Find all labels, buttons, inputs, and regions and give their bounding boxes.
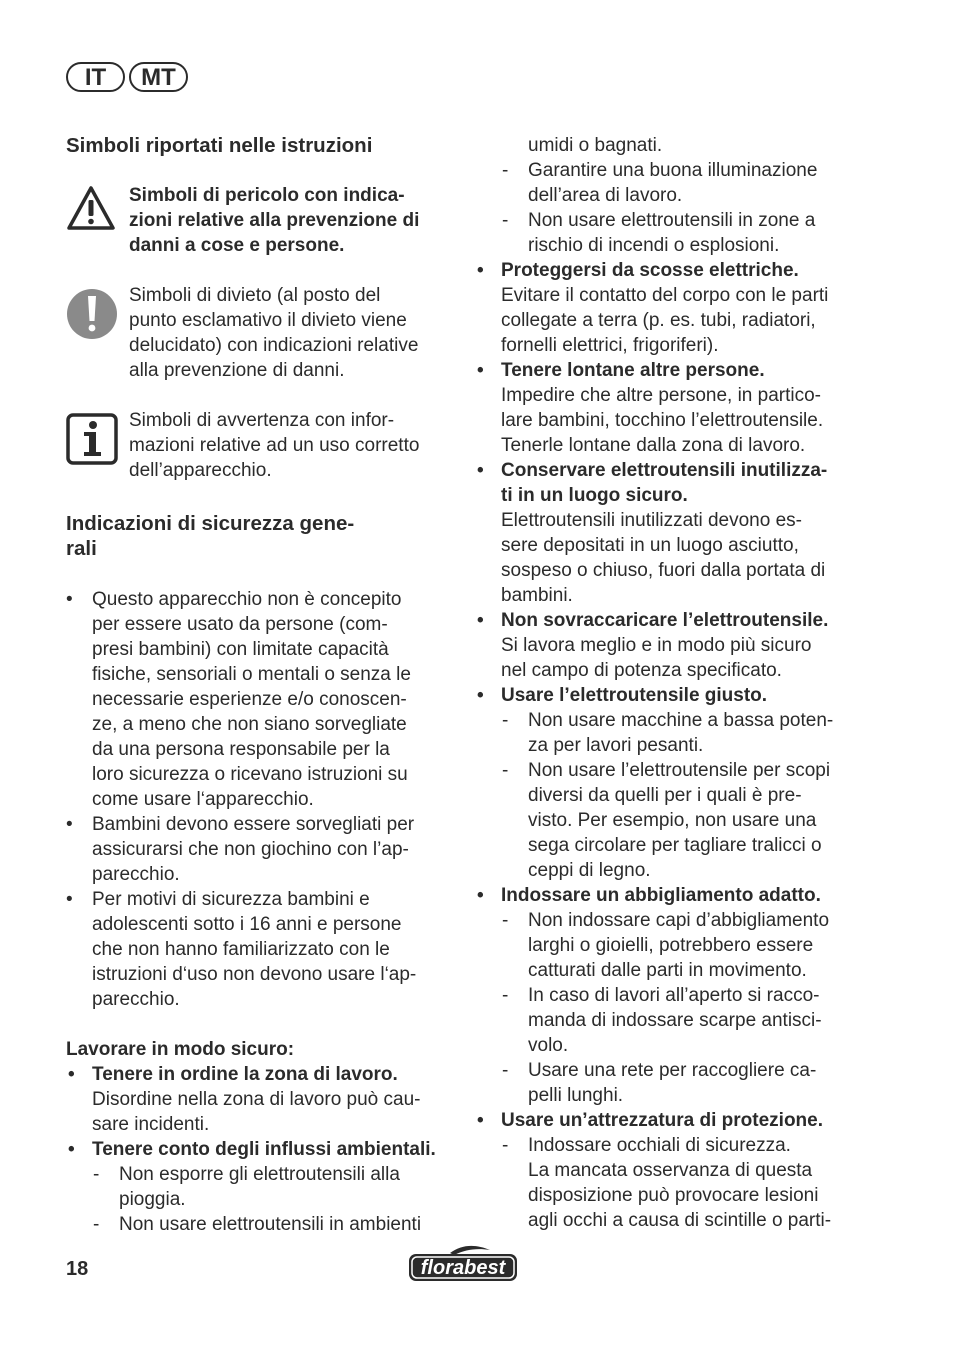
list-item-line: parecchio. <box>92 864 180 885</box>
list-item-line: istruzioni d‘uso non devono usare l‘ap- <box>92 964 417 985</box>
list-item-line: - Indossare occhiali di sicurezza. <box>528 1135 791 1156</box>
danger-text-line: zioni relative alla prevenzione di <box>129 210 420 231</box>
list-item-title: ti in un luogo sicuro. <box>501 485 688 506</box>
warning-triangle-icon <box>66 185 116 231</box>
list-item <box>475 683 865 708</box>
list-item-line: ceppi di legno. <box>528 860 651 881</box>
list-item-line: pioggia. <box>119 1189 186 1210</box>
list-item <box>66 587 451 812</box>
list-item <box>475 458 865 608</box>
list-item-line: Evitare il contatto del corpo con le parti <box>501 285 829 306</box>
list-item-line: parecchio. <box>92 989 180 1010</box>
continued-line: umidi o bagnati. <box>528 135 663 156</box>
list-item-title: • Conservare elettroutensili inutilizza- <box>501 460 828 481</box>
sub-list-item <box>475 758 865 883</box>
list-item-title: • Usare l’elettroutensile giusto. <box>501 685 768 706</box>
list-item-title: • Proteggersi da scosse elettriche. <box>501 260 799 281</box>
list-item-line: agli occhi a causa di scintille o parti- <box>528 1210 832 1231</box>
list-item-line: che non hanno familiarizzato con le <box>92 939 390 960</box>
sub-list-item <box>475 208 865 258</box>
list-item-line: Si lavora meglio e in modo più sicuro <box>501 635 812 656</box>
list-item-line: volo. <box>528 1035 569 1056</box>
list-item-line: • Questo apparecchio non è concepito <box>92 589 402 610</box>
list-item-line: larghi o gioielli, potrebbero essere <box>528 935 814 956</box>
sub-list-item <box>66 1162 451 1212</box>
sub-list-item <box>475 158 865 208</box>
info-text-line: Simboli di avvertenza con infor- <box>129 410 395 431</box>
list-item-title: • Tenere in ordine la zona di lavoro. <box>92 1064 398 1085</box>
list-item <box>475 883 865 908</box>
list-item-title: • Non sovraccaricare l’elettroutensile. <box>501 610 829 631</box>
list-item-title: • Indossare un abbigliamento adatto. <box>501 885 821 906</box>
list-item-line: lare bambini, tocchino l’elettroutensile. <box>501 410 824 431</box>
list-item-line: Elettroutensili inutilizzati devono es- <box>501 510 802 531</box>
lang-mt-label: MT <box>141 64 176 91</box>
list-item-line: - Non usare elettroutensili in zone a <box>528 210 816 231</box>
symbols-heading: Simboli riportati nelle istruzioni <box>66 134 373 157</box>
list-item-line: catturati dalle parti in movimento. <box>528 960 807 981</box>
info-icon <box>66 413 118 465</box>
list-item-line: assicurarsi che non giochino con l’ap- <box>92 839 409 860</box>
info-text-line: dell’apparecchio. <box>129 460 272 481</box>
list-item-line: La mancata osservanza di questa <box>528 1160 813 1181</box>
list-item-title: • Tenere lontane altre persone. <box>501 360 765 381</box>
list-item-line: manda di indossare scarpe antisci- <box>528 1010 822 1031</box>
heading-line: Indicazioni di sicurezza gene- <box>66 512 355 535</box>
list-item-line: diversi da quelli per i quali è pre- <box>528 785 802 806</box>
sub-list-item <box>475 1133 865 1233</box>
list-item <box>475 258 865 358</box>
list-item-line: presi bambini) con limitate capacità <box>92 639 389 660</box>
lang-badge-it <box>66 62 125 92</box>
danger-text-line: Simboli di pericolo con indica- <box>129 185 405 206</box>
list-item-line: - Non indossare capi d’abbigliamento <box>528 910 830 931</box>
sub-list-item <box>66 1212 451 1237</box>
list-item-line: sega circolare per tagliare tralicci o <box>528 835 822 856</box>
list-item <box>475 608 865 683</box>
list-item-line: - Garantire una buona illuminazione <box>528 160 818 181</box>
list-item-line: - Non usare macchine a bassa poten- <box>528 710 834 731</box>
list-item-line: come usare l‘apparecchio. <box>92 789 314 810</box>
list-item-line: visto. Per esempio, non usare una <box>528 810 817 831</box>
list-item-line: dell’area di lavoro. <box>528 185 683 206</box>
list-item-line: Tenerle lontane dalla zona di lavoro. <box>501 435 806 456</box>
list-item <box>66 812 451 887</box>
list-item-line: sere depositati in un luogo asciutto, <box>501 535 799 556</box>
page-number: 18 <box>66 1258 89 1280</box>
list-item-title: • Usare un’attrezzatura di protezione. <box>501 1110 824 1131</box>
list-item-line: ze, a meno che non siano sorvegliate <box>92 714 407 735</box>
heading-line: rali <box>66 537 97 560</box>
logo-text: florabest <box>420 1257 506 1279</box>
list-item-line: bambini. <box>501 585 573 606</box>
list-item <box>475 1108 865 1133</box>
danger-symbol-block <box>66 183 451 258</box>
general-safety-heading <box>66 511 451 561</box>
list-item-line: fisiche, sensoriali o mentali o senza le <box>92 664 411 685</box>
florabest-logo <box>406 1242 520 1284</box>
list-item-line: adolescenti sotto i 16 anni e persone <box>92 914 402 935</box>
list-item-line: Disordine nella zona di lavoro può cau- <box>92 1089 421 1110</box>
list-item-line: necessarie esperienze e/o conoscen- <box>92 689 407 710</box>
list-item-line: fornelli elettrici, frigoriferi). <box>501 335 719 356</box>
list-item-line: • Bambini devono essere sorvegliati per <box>92 814 415 835</box>
left-column <box>66 133 451 1237</box>
prohibition-symbol-block <box>66 283 451 383</box>
list-item-line: - Non usare elettroutensili in ambienti <box>119 1214 422 1235</box>
prohibition-text-line: delucidato) con indicazioni relative <box>129 335 419 356</box>
list-item-line: - Non usare l’elettroutensile per scopi <box>528 760 831 781</box>
list-item-line: Impedire che altre persone, in partico- <box>501 385 821 406</box>
list-item-line: - Non esporre gli elettroutensili alla <box>119 1164 400 1185</box>
prohibition-exclamation-icon <box>66 288 118 340</box>
list-item-line: per essere usato da persone (com- <box>92 614 388 635</box>
list-item <box>66 887 451 1012</box>
sub-list-item <box>475 708 865 758</box>
list-item <box>475 358 865 458</box>
list-item-line: disposizione può provocare lesioni <box>528 1185 819 1206</box>
list-item <box>66 1062 451 1137</box>
list-item-line: loro sicurezza o ricevano istruzioni su <box>92 764 408 785</box>
list-item-line: nel campo di potenza specificato. <box>501 660 782 681</box>
list-item-title: • Tenere conto degli influssi ambientali. <box>92 1139 436 1160</box>
info-symbol-block <box>66 408 451 483</box>
lang-badge-mt <box>129 62 188 92</box>
list-item-line: - In caso di lavori all’aperto si racco- <box>528 985 820 1006</box>
prohibition-text-line: alla prevenzione di danni. <box>129 360 345 381</box>
list-item-line: da una persona responsabile per la <box>92 739 390 760</box>
prohibition-text-line: Simboli di divieto (al posto del <box>129 285 381 306</box>
list-item-line: sospeso o chiuso, fuori dalla portata di <box>501 560 826 581</box>
right-column <box>475 133 865 1233</box>
prohibition-text-line: punto esclamativo il divieto viene <box>129 310 407 331</box>
list-item-line: pelli lunghi. <box>528 1085 624 1106</box>
danger-text-line: danni a cose e persone. <box>129 235 345 256</box>
list-item-line: - Usare una rete per raccogliere ca- <box>528 1060 817 1081</box>
lang-it-label: IT <box>84 64 107 91</box>
list-item <box>66 1137 451 1162</box>
safety-bullet-list <box>66 587 451 1012</box>
list-item-line: collegate a terra (p. es. tubi, radiatori, <box>501 310 816 331</box>
list-item-line: • Per motivi di sicurezza bambini e <box>92 889 370 910</box>
sub-list-item <box>475 983 865 1058</box>
list-item-line: za per lavori pesanti. <box>528 735 704 756</box>
work-safely-title: Lavorare in modo sicuro: <box>66 1039 295 1060</box>
sub-list-item <box>475 1058 865 1108</box>
info-text-line: mazioni relative ad un uso corretto <box>129 435 420 456</box>
sub-list-item <box>475 908 865 983</box>
list-item-line: sare incidenti. <box>92 1114 210 1135</box>
list-item-line: rischio di incendi o esplosioni. <box>528 235 780 256</box>
